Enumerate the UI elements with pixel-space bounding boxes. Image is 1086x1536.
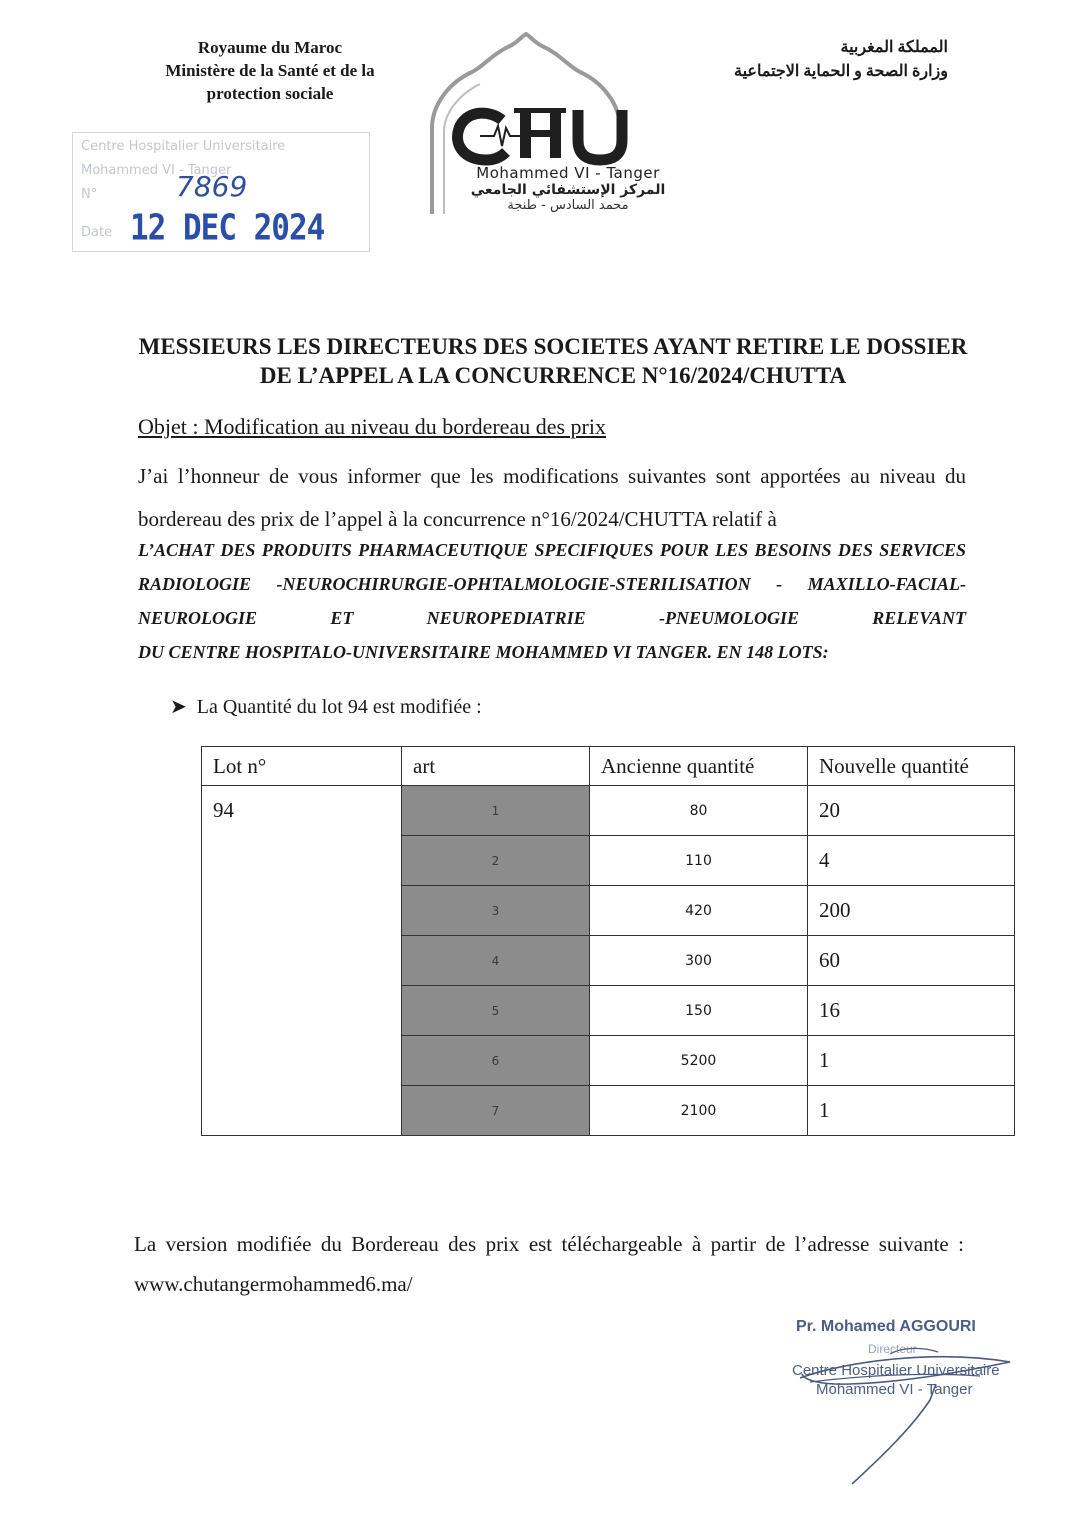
table-row [202, 786, 1015, 836]
old-qty-cell: 5200 [590, 1036, 808, 1086]
stamp-number: 7869 [176, 170, 248, 203]
header-ministry-cont: protection sociale [206, 84, 334, 103]
art-cell: 1 [402, 786, 590, 836]
logo-city: Mohammed VI - Tanger [476, 164, 660, 182]
old-qty-cell: 150 [590, 986, 808, 1036]
header-kingdom-arabic: المملكة المغربية [840, 39, 948, 56]
arrow-bullet-icon: ➤ [170, 696, 187, 718]
old-qty-cell: 2100 [590, 1086, 808, 1136]
col-header-art: art [402, 747, 590, 786]
old-qty-cell: 80 [590, 786, 808, 836]
header-kingdom: Royaume du Maroc [197, 38, 343, 57]
signatory-name: Pr. Mohamed AGGOURI [796, 1318, 976, 1335]
stamp-faint-line3: N° [81, 187, 98, 202]
signatory-city: Mohammed VI - Tanger [816, 1381, 973, 1398]
handwritten-signature [790, 1340, 1030, 1490]
new-qty-cell: 1 [808, 1086, 1015, 1136]
stamp-faint-line2: Mohammed VI - Tanger [81, 163, 232, 178]
header-ministry-arabic: وزارة الصحة و الحماية الاجتماعية [733, 63, 948, 80]
document-title: MESSIEURS LES DIRECTEURS DES SOCIETES AYANT RETIRE LE DOSSIER DE L’APPEL A LA CONCURRENCE N°16/2024/CHUTTA [138, 334, 968, 388]
stamp-date: 12 DEC 2024 [130, 207, 325, 249]
stamp-faint-line1: Centre Hospitalier Universitaire [81, 139, 286, 154]
italic-text-last-line: DU CENTRE HOSPITALO-UNIVERSITAIRE MOHAMMED VI TANGER. EN 148 LOTS: [138, 642, 829, 662]
new-qty-cell: 200 [808, 886, 1015, 936]
logo-arabic-line2: محمد السادس - طنجة [507, 198, 629, 213]
new-qty-cell: 4 [808, 836, 1015, 886]
bullet-item [170, 694, 482, 719]
header-left-block [120, 36, 420, 105]
new-qty-cell: 60 [808, 936, 1015, 986]
table-header-row [202, 747, 1015, 786]
col-header-lot: Lot n° [202, 747, 402, 786]
new-qty-cell: 1 [808, 1036, 1015, 1086]
body-paragraph: J’ai l’honneur de vous informer que les modifications suivantes sont apportées au niveau du bordereau des prix de l’appel à la concurrence n°16/2024/CHUTTA relatif à [138, 464, 966, 531]
document-subject: Objet : Modification au niveau du bordereau des prix [138, 414, 606, 439]
italic-text: L’ACHAT DES PRODUITS PHARMACEUTIQUE SPECIFIQUES POUR LES BESOINS DES SERVICES RADIOLOGIE -NEUROCHIRURGIE-OPHTALMOLOGIE-STERILISATION - MAXILLO-FACIAL- NEUROLOGIE ET NEUROPEDIATRIE -PNEUMOLOGIE RELEVANT [138, 540, 966, 628]
old-qty-cell: 300 [590, 936, 808, 986]
art-cell: 2 [402, 836, 590, 886]
old-qty-cell: 420 [590, 886, 808, 936]
art-cell: 4 [402, 936, 590, 986]
signatory-role: Directeur [868, 1342, 917, 1356]
signatory-institution: Centre Hospitalier Universitaire [792, 1362, 1000, 1379]
art-cell: 6 [402, 1036, 590, 1086]
stamp-faint-line4: Date [81, 225, 113, 240]
quantities-table [201, 746, 1015, 1136]
old-qty-cell: 110 [590, 836, 808, 886]
col-header-new-qty: Nouvelle quantité [808, 747, 1015, 786]
art-cell: 3 [402, 886, 590, 936]
new-qty-cell: 20 [808, 786, 1015, 836]
lot-number-cell: 94 [202, 786, 402, 1136]
footer-paragraph: La version modifiée du Bordereau des prix est téléchargeable à partir de l’adresse suivante : www.chutangermohammed6.ma/ [134, 1232, 964, 1296]
art-cell: 5 [402, 986, 590, 1036]
new-qty-cell: 16 [808, 986, 1015, 1036]
body-paragraph-italic [138, 533, 966, 669]
header-ministry: Ministère de la Santé et de la [165, 61, 375, 80]
art-cell: 7 [402, 1086, 590, 1136]
bullet-text: La Quantité du lot 94 est modifiée : [196, 696, 482, 718]
logo-arabic-line1: المركز الإستشفائي الجامعي [470, 182, 666, 198]
col-header-old-qty: Ancienne quantité [590, 747, 808, 786]
logo-caption [448, 164, 688, 213]
